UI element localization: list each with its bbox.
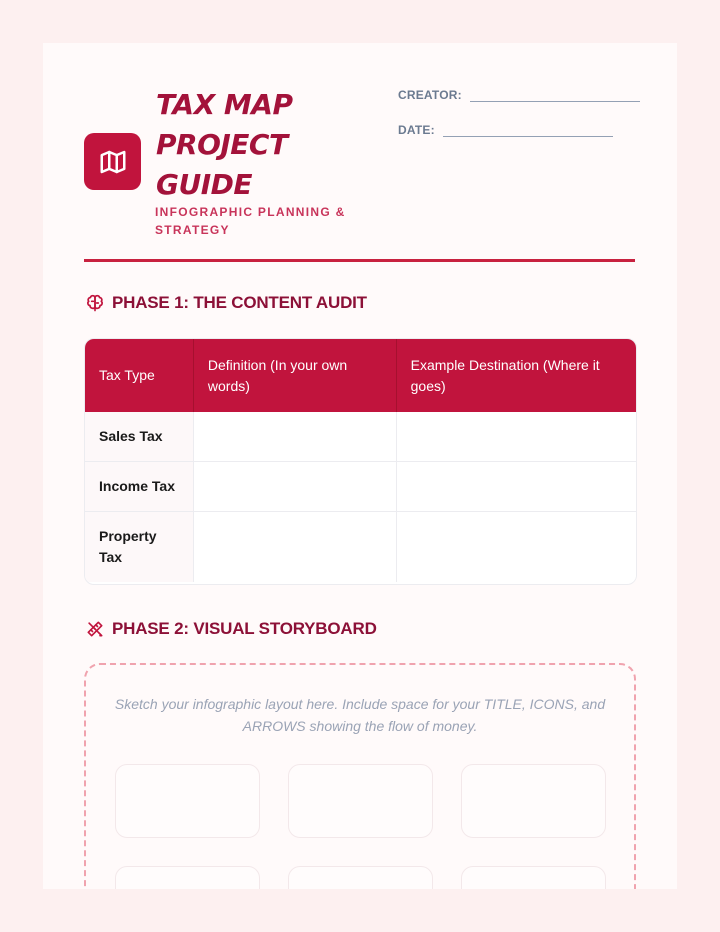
worksheet-page xyxy=(43,43,677,889)
row-label-property-tax: Property Tax xyxy=(85,512,193,583)
phase-1-heading: PHASE 1: THE CONTENT AUDIT xyxy=(112,293,367,312)
creator-field[interactable] xyxy=(470,87,640,102)
page-subtitle: INFOGRAPHIC PLANNING & STRATEGY xyxy=(155,205,346,237)
definition-cell[interactable] xyxy=(193,412,396,462)
storyboard-frame[interactable] xyxy=(115,764,260,838)
title-line-1: TAX MAP xyxy=(156,88,293,121)
creator-label: CREATOR: xyxy=(398,88,462,102)
destination-cell[interactable] xyxy=(396,512,636,583)
date-field[interactable] xyxy=(443,122,613,137)
definition-cell[interactable] xyxy=(193,462,396,512)
creator-row xyxy=(398,87,640,102)
phase-2-heading: PHASE 2: VISUAL STORYBOARD xyxy=(112,619,377,638)
column-header-destination: Example Destination (Where it goes) xyxy=(396,339,636,412)
date-row xyxy=(398,122,613,137)
storyboard-frame[interactable] xyxy=(288,764,433,838)
phase-2-header xyxy=(84,618,377,640)
storyboard-frame[interactable] xyxy=(461,866,606,889)
title-line-3: GUIDE xyxy=(156,168,253,201)
column-header-definition: Definition (In your own words) xyxy=(193,339,396,412)
table-row xyxy=(85,462,636,512)
phase-1-header xyxy=(84,292,367,314)
map-icon xyxy=(84,133,141,190)
storyboard-frame[interactable] xyxy=(115,866,260,889)
destination-cell[interactable] xyxy=(396,462,636,512)
column-header-tax-type: Tax Type xyxy=(85,339,193,412)
brain-icon xyxy=(84,292,106,314)
header-divider xyxy=(84,259,635,262)
destination-cell[interactable] xyxy=(396,412,636,462)
page-title xyxy=(156,85,386,205)
row-label-income-tax: Income Tax xyxy=(85,462,193,512)
storyboard-frame[interactable] xyxy=(461,764,606,838)
pencil-ruler-icon xyxy=(84,618,106,640)
content-audit-table xyxy=(84,338,637,585)
storyboard-frame[interactable] xyxy=(288,866,433,889)
definition-cell[interactable] xyxy=(193,512,396,583)
table-row xyxy=(85,412,636,462)
title-line-2: PROJECT xyxy=(156,128,288,161)
row-label-sales-tax: Sales Tax xyxy=(85,412,193,462)
storyboard-sketch-area[interactable] xyxy=(84,663,636,889)
storyboard-instructions: Sketch your infographic layout here. Include space for your TITLE, ICONS, and ARROWS showing the flow of money. xyxy=(114,696,606,734)
date-label: DATE: xyxy=(398,123,435,137)
table-row xyxy=(85,512,636,583)
